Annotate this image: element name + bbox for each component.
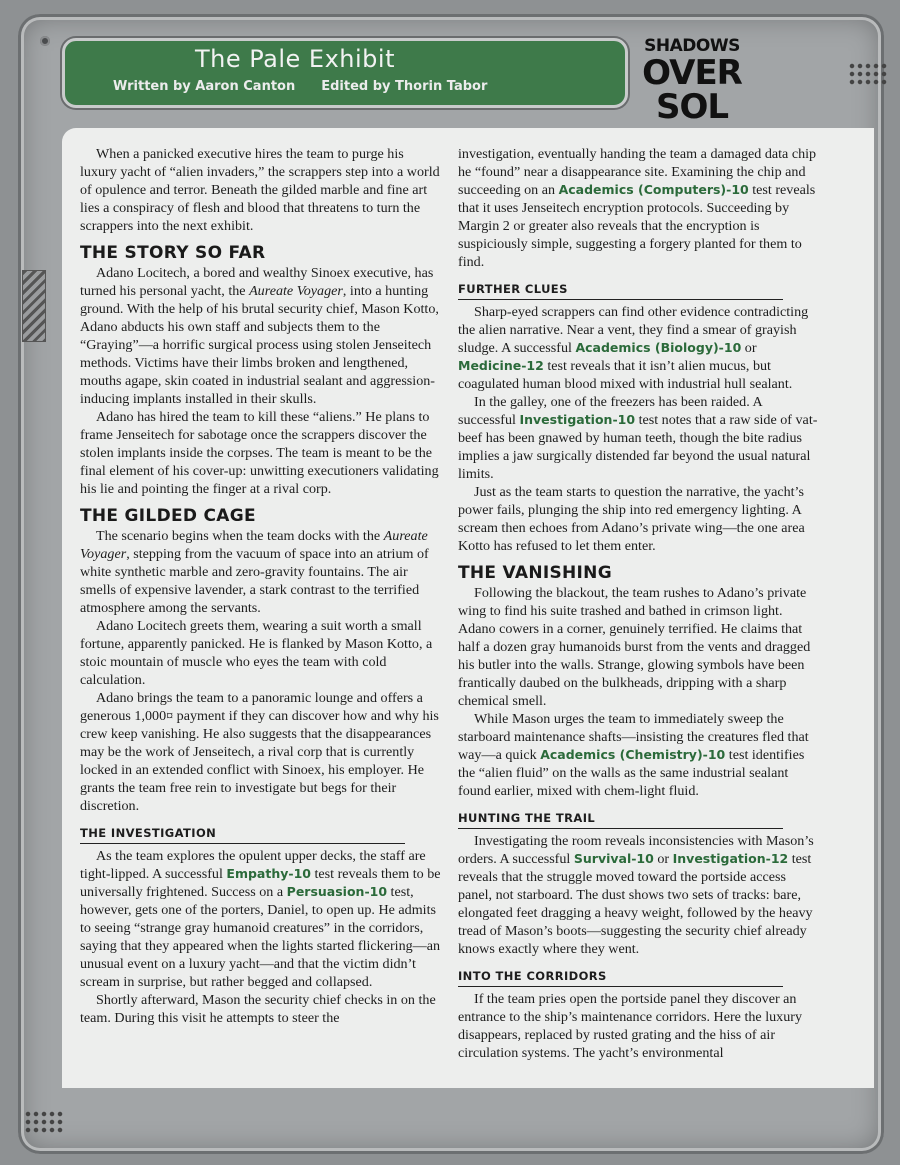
test-reference: Academics (Chemistry)-10 bbox=[540, 747, 726, 762]
vanishing-paragraph: Following the blackout, the team rushes to Adano’s private wing to find his suite trashed and bathed in crimson light. Adano cowers in a corner, genuinely terrified. He claims that half a dozen gray humanoids burst from the vents and dragged his butler into the walls. Strange, glowing symbols have been frantically daubed on the bulkheads, dripping with a sharp chemical smell. bbox=[458, 585, 811, 709]
cage-paragraph: Adano Locitech greets them, wearing a suit worth a small fortune, apparently panicked. He is flanked by Mason Kotto, a stoic mountain of muscle who eyes the team with cold calculation. bbox=[80, 618, 433, 688]
test-reference: Medicine-12 bbox=[458, 358, 544, 373]
test-reference: Survival-10 bbox=[573, 851, 654, 866]
investigation-paragraph: As the team explores the opulent upper decks, the staff are tight-lipped. A successful Empathy-10 test reveals them to be universally frightened. Success on a Persuasion-10 test, however, gets one of the porters, Daniel, to open up. He admits to seeing “strange gray humanoid creatures” in the corridors, saying that they appeared when the lights started flickering—an unusual event on a luxury yacht—and that the victim didn’t scream in surprise, but rather begged and collapsed. bbox=[80, 848, 441, 990]
subheading-hunting-trail: HUNTING THE TRAIL bbox=[458, 809, 783, 829]
clues-paragraph: In the galley, one of the freezers has been raided. A successful Investigation-10 test notes that a raw side of vat-beef has been gnawed by human teeth, though the bite radius implies a jaw surgically distended far beyond the usual natural limits. bbox=[458, 394, 818, 482]
clues-paragraph: Sharp-eyed scrappers can find other evidence contradicting the alien narrative. Near a vent, they find a smear of grayish sludge. A successful Academics (Biology)-10 or Medicine-12 test reveals that it isn’t alien mucus, but coagulated human blood mixed with industrial hull sealant. bbox=[458, 304, 809, 392]
subheading-corridors: INTO THE CORRIDORS bbox=[458, 967, 783, 987]
byline bbox=[113, 79, 487, 94]
story-paragraph: Adano Locitech, a bored and wealthy Sinoex executive, has turned his personal yacht, the Aureate Voyager, into a hunting ground. With the help of his brutal security chief, Mason Kotto, Adano abducts his own staff and subjects them to the “Graying”—a horrific surgical process using stolen Jenseitech methods. Victims have their limbs broken and lengthened, mouths agape, skin coated in industrial sealant and aggression-inducing implants installed in their skulls. bbox=[80, 265, 439, 407]
intro-paragraph: When a panicked executive hires the team to purge his luxury yacht of “alien invaders,” the scrappers step into a world of opulence and terror. Beneath the gilded marble and fine art lies a conspiracy of flesh and blood that threatens to turn the scrappers into the next exhibit. bbox=[80, 146, 440, 234]
subheading-investigation: THE INVESTIGATION bbox=[80, 824, 405, 844]
author-credit: Written by Aaron Canton bbox=[113, 79, 296, 94]
section-heading-vanishing: THE VANISHING bbox=[458, 563, 612, 583]
investigation-paragraph: Shortly afterward, Mason the security chief checks in on the team. During this visit he attempts to steer the bbox=[80, 992, 436, 1026]
story-paragraph: Adano has hired the team to kill these “aliens.” He plans to frame Jenseitech for sabotage once the scrappers discover the stolen implants inside the corpses. The team is meant to be the final element of his cover-up: unwitting executioners validating his lie and pointing the finger at a rival corp. bbox=[80, 409, 439, 497]
dot-pattern-decoration bbox=[24, 1110, 64, 1134]
title-banner bbox=[62, 38, 628, 108]
cage-paragraph: The scenario begins when the team docks with the Aureate Voyager, stepping from the vacuum of space into an atrium of white synthetic marble and zero-gravity fountains. The air smells of expensive lavender, a stark contrast to the terrified atmosphere among the servants. bbox=[80, 528, 429, 616]
cage-paragraph: Adano brings the team to a panoramic lounge and offers a generous 1,000¤ payment if they can discover how and why his crew keep vanishing. He also suggests that the disappearances may be the work of Jenseitech, a rival corp that is currently locked in an extended conflict with Sinoex, his employer. He grants the team free rein to investigate but begs for their discretion. bbox=[80, 690, 439, 814]
page-title: The Pale Exhibit bbox=[195, 45, 395, 73]
test-reference: Empathy-10 bbox=[226, 866, 311, 881]
section-heading-cage: THE GILDED CAGE bbox=[80, 506, 256, 526]
subheading-further-clues: FURTHER CLUES bbox=[458, 280, 783, 300]
vent-grille-decoration bbox=[22, 270, 46, 342]
editor-credit: Edited by Thorin Tabor bbox=[321, 79, 488, 94]
test-reference: Investigation-10 bbox=[519, 412, 636, 427]
shadows-over-sol-logo: SHADOWS OVER SOL bbox=[642, 36, 742, 127]
dot-pattern-decoration bbox=[848, 62, 888, 86]
continued-paragraph: investigation, eventually handing the team a damaged data chip he “found” near a disappearance site. Examining the chip and succeeding on an Academics (Computers)-10 test reveals that it uses Jenseitech encryption protocols. Succeeding by Margin 2 or greater also reveals that the encryption is suspiciously simple, suggesting a forgery planted for them to find. bbox=[458, 146, 817, 270]
section-heading-story: THE STORY SO FAR bbox=[80, 243, 266, 263]
test-reference: Academics (Computers)-10 bbox=[558, 182, 749, 197]
left-column bbox=[80, 145, 442, 1027]
hunting-paragraph: Investigating the room reveals inconsistencies with Mason’s orders. A successful Survival-10 or Investigation-12 test reveals that the struggle moved toward the portside access panel, not starboard. The dust shows two sets of tracks: bare, elongated feet dragging a heavy weight, followed by the heavy tread of Mason’s boots—suggesting the security chief already knows exactly where they went. bbox=[458, 833, 814, 957]
rivet-decoration bbox=[40, 36, 50, 46]
corridors-paragraph: If the team pries open the portside panel they discover an entrance to the ship’s maintenance corridors. Here the luxury disappears, replaced by rusted grating and the hiss of air circulation systems. The yacht’s environmental bbox=[458, 991, 802, 1061]
test-reference: Persuasion-10 bbox=[286, 884, 388, 899]
test-reference: Academics (Biology)-10 bbox=[575, 340, 742, 355]
clues-paragraph: Just as the team starts to question the narrative, the yacht’s power fails, plunging the ship into red emergency lighting. A scream then echoes from Adano’s private wing—the one area Kotto has refused to let them enter. bbox=[458, 484, 805, 554]
right-column bbox=[458, 145, 820, 1062]
test-reference: Investigation-12 bbox=[672, 851, 789, 866]
vanishing-paragraph: While Mason urges the team to immediately sweep the starboard maintenance shafts—insisting the creatures fled that way—a quick Academics (Chemistry)-10 test identifies the “alien fluid” on the walls as the same industrial sealant found earlier, mixed with chem-light fluid. bbox=[458, 711, 809, 799]
